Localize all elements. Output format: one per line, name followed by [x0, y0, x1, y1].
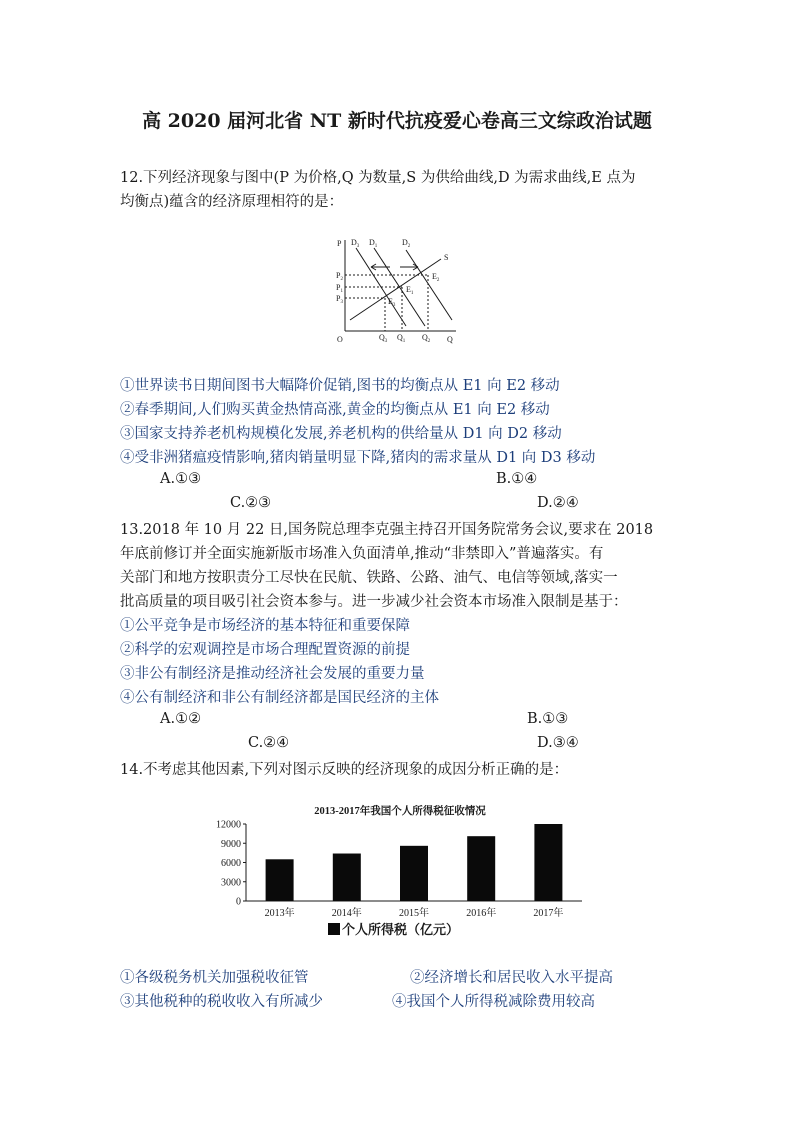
- q13-stem-line4: 批高质量的项目吸引社会资本参与。进一步减少社会资本市场准入限制是基于：: [120, 594, 628, 610]
- p-axis-label: P: [337, 239, 342, 248]
- bar-2015年: [400, 846, 428, 901]
- x-category-label: 2015年: [399, 908, 429, 919]
- d2-label: $D_2$: [402, 238, 411, 249]
- q13-item-1: ①公平竞争是市场经济的基本特征和重要保障: [120, 618, 410, 634]
- q13-stem-line1: 13.2018 年 10 月 22 日,国务院总理李克强主持召开国务院常务会议,要求在 2018: [120, 522, 654, 538]
- q13-item-2: ②科学的宏观调控是市场合理配置资源的前提: [120, 642, 410, 658]
- e2-label: $E_2$: [432, 272, 440, 283]
- q13-item-4: ④公有制经济和非公有制经济都是国民经济的主体: [120, 690, 439, 706]
- e3-label: $E_3$: [388, 297, 396, 308]
- q12-item-2: ②春季期间,人们购买黄金热情高涨,黄金的均衡点从 E1 向 E2 移动: [120, 402, 550, 418]
- q14-item-1: ①各级税务机关加强税收征管: [120, 970, 309, 986]
- q13-option-b: B.①③: [527, 711, 569, 727]
- q13-stem-line3: 关部门和地方按职责分工尽快在民航、铁路、公路、油气、电信等领域,落实一: [120, 570, 618, 586]
- x-category-label: 2017年: [533, 908, 564, 919]
- q12-option-b: B.①④: [496, 471, 538, 487]
- q2-label: $Q_2$: [422, 333, 431, 344]
- d1-label: $D_1$: [369, 238, 378, 249]
- e1-label: $E_1$: [406, 285, 414, 296]
- q12-option-d: D.②④: [537, 495, 579, 511]
- y-tick-label: 12000: [216, 819, 241, 831]
- q13-stem-line2: 年底前修订并全面实施新版市场准入负面清单,推动“非禁即入”普遍落实。有: [120, 546, 604, 562]
- p2-label: $P_2$: [336, 271, 343, 282]
- p3-label: $P_3$: [336, 294, 343, 305]
- q1-label: $Q_1$: [397, 333, 406, 344]
- y-tick-label: 0: [236, 896, 241, 908]
- q12-option-c: C.②③: [230, 495, 272, 511]
- chart-title: 2013-2017年我国个人所得税征收情况: [314, 806, 486, 817]
- q12-item-4: ④受非洲猪瘟疫情影响,猪肉销量明显下降,猪肉的需求量从 D1 向 D3 移动: [120, 450, 596, 466]
- s-curve: [350, 259, 441, 320]
- q12-stem-line1: 12.下列经济现象与图中(P 为价格,Q 为数量,S 为供给曲线,D 为需求曲线,E 点为: [120, 170, 636, 186]
- page-title: 高 2020 届河北省 NT 新时代抗疫爱心卷高三文综政治试题: [142, 110, 652, 132]
- q-axis-label: Q: [447, 335, 453, 344]
- q13-option-a: A.①②: [160, 711, 202, 727]
- bar-2016年: [467, 836, 495, 901]
- bar-2017年: [534, 824, 562, 901]
- q12-item-3: ③国家支持养老机构规模化发展,养老机构的供给量从 D1 向 D2 移动: [120, 426, 562, 442]
- q13-option-d: D.③④: [537, 735, 579, 751]
- y-tick-label: 6000: [221, 858, 241, 869]
- supply-demand-figure: [336, 234, 460, 346]
- q3-label: $Q_3$: [379, 333, 388, 344]
- q12-item-1: ①世界读书日期间图书大幅降价促销,图书的均衡点从 E1 向 E2 移动: [120, 378, 560, 394]
- s-label: S: [444, 253, 449, 262]
- q13-option-c: C.②④: [248, 735, 290, 751]
- x-category-label: 2014年: [331, 908, 362, 919]
- q14-item-4: ④我国个人所得税减除费用较高: [392, 994, 595, 1010]
- p1-label: $P_1$: [336, 283, 343, 294]
- x-category-label: 2013年: [264, 908, 295, 919]
- origin-label: O: [337, 335, 343, 344]
- legend-swatch: [328, 923, 340, 935]
- q12-stem-line2: 均衡点)蕴含的经济原理相符的是：: [120, 194, 344, 210]
- q14-stem: 14.不考虑其他因素,下列对图示反映的经济现象的成因分析正确的是：: [120, 762, 569, 778]
- q14-item-2: ②经济增长和居民收入水平提高: [410, 970, 613, 986]
- y-tick-label: 3000: [221, 877, 241, 889]
- income-tax-bar-chart: [200, 798, 600, 948]
- bar-2014年: [333, 854, 361, 901]
- x-category-label: 2016年: [466, 908, 497, 919]
- bar-2013年: [266, 859, 294, 901]
- q13-item-3: ③非公有制经济是推动经济社会发展的重要力量: [120, 666, 425, 682]
- q14-item-3: ③其他税种的税收收入有所减少: [120, 994, 323, 1010]
- legend-label: 个人所得税（亿元）: [342, 922, 460, 937]
- y-tick-label: 9000: [221, 838, 241, 850]
- q12-option-a: A.①③: [160, 471, 202, 487]
- d3-label: $D_3$: [351, 238, 360, 249]
